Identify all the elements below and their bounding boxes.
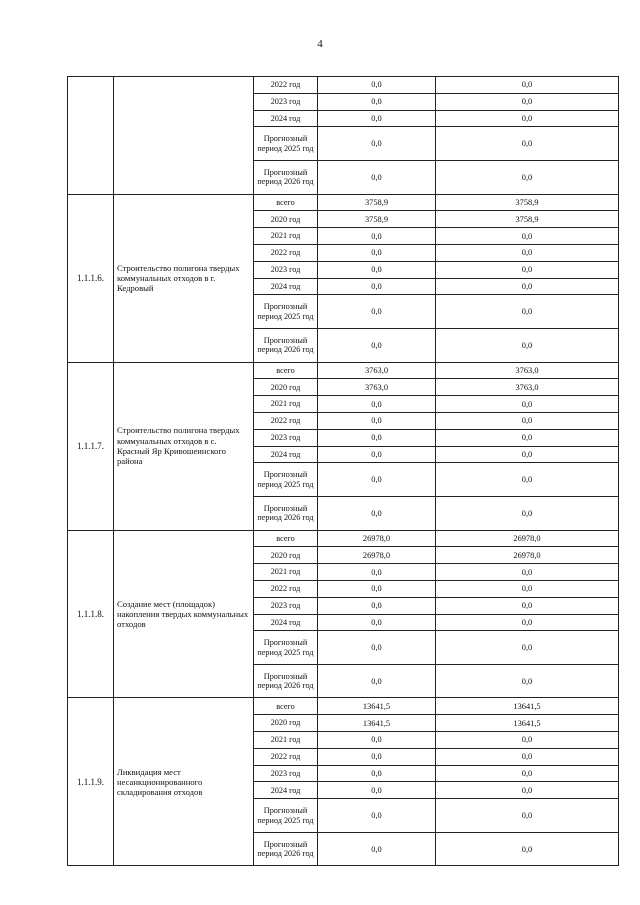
amount-total-cell: 0,0 — [318, 832, 436, 866]
amount-total-cell: 0,0 — [318, 664, 436, 698]
measure-code-cell: 1.1.1.9. — [68, 698, 114, 866]
amount-total-cell: 13641,5 — [318, 715, 436, 732]
amount-budget-cell: 3758,9 — [436, 194, 619, 211]
amount-total-cell: 13641,5 — [318, 698, 436, 715]
period-cell: всего — [254, 530, 318, 547]
table-row — [68, 194, 619, 211]
amount-total-cell: 0,0 — [318, 93, 436, 110]
period-cell: 2020 год — [254, 211, 318, 228]
period-cell: 2021 год — [254, 396, 318, 413]
amount-total-cell: 0,0 — [318, 597, 436, 614]
period-cell: Прогнозный период 2025 год — [254, 631, 318, 665]
measure-code-cell — [68, 77, 114, 195]
amount-budget-cell: 0,0 — [436, 244, 619, 261]
period-cell: Прогнозный период 2025 год — [254, 799, 318, 833]
amount-total-cell: 0,0 — [318, 446, 436, 463]
amount-budget-cell: 0,0 — [436, 614, 619, 631]
amount-total-cell: 0,0 — [318, 110, 436, 127]
period-cell: всего — [254, 194, 318, 211]
measure-code-cell: 1.1.1.7. — [68, 362, 114, 530]
amount-budget-cell: 0,0 — [436, 496, 619, 530]
amount-budget-cell: 3758,9 — [436, 211, 619, 228]
amount-budget-cell: 0,0 — [436, 631, 619, 665]
amount-total-cell: 0,0 — [318, 631, 436, 665]
amount-budget-cell: 0,0 — [436, 782, 619, 799]
amount-total-cell: 0,0 — [318, 261, 436, 278]
amount-budget-cell: 0,0 — [436, 396, 619, 413]
amount-budget-cell: 0,0 — [436, 446, 619, 463]
period-cell: 2023 год — [254, 429, 318, 446]
period-cell: 2024 год — [254, 782, 318, 799]
table-row — [68, 698, 619, 715]
amount-budget-cell: 0,0 — [436, 412, 619, 429]
period-cell: 2020 год — [254, 379, 318, 396]
amount-total-cell: 3763,0 — [318, 379, 436, 396]
amount-budget-cell: 0,0 — [436, 799, 619, 833]
amount-total-cell: 3763,0 — [318, 362, 436, 379]
period-cell: 2022 год — [254, 77, 318, 94]
amount-budget-cell: 0,0 — [436, 664, 619, 698]
period-cell: 2022 год — [254, 580, 318, 597]
funding-table — [67, 76, 619, 866]
page-number: 4 — [317, 38, 323, 50]
period-cell: всего — [254, 362, 318, 379]
period-cell: 2023 год — [254, 597, 318, 614]
amount-total-cell: 0,0 — [318, 614, 436, 631]
period-cell: 2023 год — [254, 93, 318, 110]
amount-total-cell: 0,0 — [318, 295, 436, 329]
amount-total-cell: 0,0 — [318, 564, 436, 581]
amount-budget-cell: 13641,5 — [436, 698, 619, 715]
amount-total-cell: 0,0 — [318, 799, 436, 833]
period-cell: Прогнозный период 2025 год — [254, 463, 318, 497]
amount-budget-cell: 0,0 — [436, 463, 619, 497]
period-cell: 2020 год — [254, 715, 318, 732]
period-cell: Прогнозный период 2026 год — [254, 496, 318, 530]
measure-name-cell: Создание мест (площадок) накопления твердых коммунальных отходов — [114, 530, 254, 698]
table-row — [68, 362, 619, 379]
amount-budget-cell: 0,0 — [436, 732, 619, 749]
measure-code-cell: 1.1.1.8. — [68, 530, 114, 698]
amount-budget-cell: 0,0 — [436, 580, 619, 597]
amount-total-cell: 0,0 — [318, 765, 436, 782]
period-cell: 2021 год — [254, 732, 318, 749]
period-cell: всего — [254, 698, 318, 715]
amount-total-cell: 0,0 — [318, 463, 436, 497]
period-cell: 2022 год — [254, 748, 318, 765]
amount-budget-cell: 0,0 — [436, 278, 619, 295]
amount-total-cell: 0,0 — [318, 782, 436, 799]
amount-budget-cell: 0,0 — [436, 328, 619, 362]
period-cell: 2024 год — [254, 446, 318, 463]
amount-total-cell: 0,0 — [318, 732, 436, 749]
period-cell: Прогнозный период 2026 год — [254, 328, 318, 362]
period-cell: Прогнозный период 2025 год — [254, 295, 318, 329]
amount-total-cell: 0,0 — [318, 278, 436, 295]
amount-total-cell: 0,0 — [318, 328, 436, 362]
period-cell: 2020 год — [254, 547, 318, 564]
period-cell: 2024 год — [254, 614, 318, 631]
period-cell: Прогнозный период 2026 год — [254, 832, 318, 866]
amount-budget-cell: 3763,0 — [436, 379, 619, 396]
measure-name-cell: Строительство полигона твердых коммунальных отходов в с. Красный Яр Кривошеинского района — [114, 362, 254, 530]
amount-total-cell: 0,0 — [318, 228, 436, 245]
period-cell: Прогнозный период 2025 год — [254, 127, 318, 161]
amount-budget-cell: 0,0 — [436, 295, 619, 329]
period-cell: 2021 год — [254, 228, 318, 245]
amount-budget-cell: 0,0 — [436, 564, 619, 581]
amount-budget-cell: 0,0 — [436, 228, 619, 245]
amount-budget-cell: 0,0 — [436, 597, 619, 614]
period-cell: 2021 год — [254, 564, 318, 581]
table-row — [68, 77, 619, 94]
amount-budget-cell: 3763,0 — [436, 362, 619, 379]
amount-budget-cell: 0,0 — [436, 748, 619, 765]
amount-total-cell: 3758,9 — [318, 194, 436, 211]
amount-budget-cell: 0,0 — [436, 832, 619, 866]
measure-code-cell: 1.1.1.6. — [68, 194, 114, 362]
amount-total-cell: 0,0 — [318, 160, 436, 194]
amount-budget-cell: 26978,0 — [436, 530, 619, 547]
amount-total-cell: 0,0 — [318, 412, 436, 429]
amount-total-cell: 0,0 — [318, 496, 436, 530]
amount-budget-cell: 26978,0 — [436, 547, 619, 564]
amount-total-cell: 0,0 — [318, 580, 436, 597]
period-cell: 2023 год — [254, 261, 318, 278]
amount-total-cell: 3758,9 — [318, 211, 436, 228]
period-cell: 2024 год — [254, 278, 318, 295]
amount-budget-cell: 0,0 — [436, 127, 619, 161]
period-cell: 2022 год — [254, 244, 318, 261]
amount-total-cell: 26978,0 — [318, 530, 436, 547]
measure-name-cell — [114, 77, 254, 195]
amount-budget-cell: 0,0 — [436, 93, 619, 110]
amount-total-cell: 26978,0 — [318, 547, 436, 564]
period-cell: Прогнозный период 2026 год — [254, 664, 318, 698]
amount-budget-cell: 13641,5 — [436, 715, 619, 732]
measure-name-cell: Ликвидация мест несанкционированного складирования отходов — [114, 698, 254, 866]
period-cell: 2022 год — [254, 412, 318, 429]
measure-name-cell: Строительство полигона твердых коммунальных отходов в г. Кедровый — [114, 194, 254, 362]
period-cell: 2023 год — [254, 765, 318, 782]
amount-total-cell: 0,0 — [318, 429, 436, 446]
amount-budget-cell: 0,0 — [436, 110, 619, 127]
amount-budget-cell: 0,0 — [436, 77, 619, 94]
amount-budget-cell: 0,0 — [436, 261, 619, 278]
amount-total-cell: 0,0 — [318, 244, 436, 261]
table-row — [68, 530, 619, 547]
amount-total-cell: 0,0 — [318, 748, 436, 765]
period-cell: 2024 год — [254, 110, 318, 127]
period-cell: Прогнозный период 2026 год — [254, 160, 318, 194]
amount-budget-cell: 0,0 — [436, 765, 619, 782]
amount-budget-cell: 0,0 — [436, 160, 619, 194]
amount-total-cell: 0,0 — [318, 396, 436, 413]
amount-budget-cell: 0,0 — [436, 429, 619, 446]
amount-total-cell: 0,0 — [318, 127, 436, 161]
amount-total-cell: 0,0 — [318, 77, 436, 94]
